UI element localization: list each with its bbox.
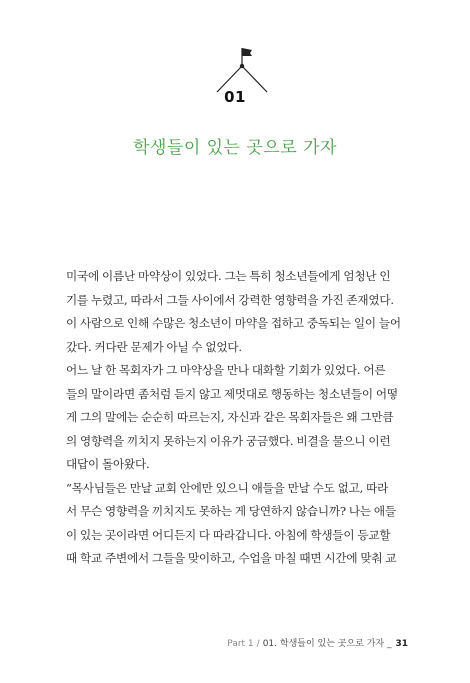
page-footer: [227, 636, 408, 649]
body-line: 들의 말이라면 좀처럼 듣지 않고 제멋대로 행동하는 청소년들이 어떻: [66, 386, 398, 401]
body-line: 때 학교 주변에서 그들을 맞이하고, 수업을 마칠 때면 시간에 맞춰 교: [66, 551, 397, 565]
page-number: 31: [395, 639, 408, 649]
footer-part: Part 1: [227, 639, 254, 649]
body-line: 이 사람으로 인해 수많은 청소년이 마약을 접하고 중독되는 일이 늘어: [66, 316, 401, 330]
chapter-title: 학생들이 있는 곳으로 가자: [133, 138, 337, 158]
body-line: “목사님들은 만날 교회 안에만 있으니 애들을 만날 수도 없고, 따라: [66, 480, 389, 495]
body-line: 기를 누렸고, 따라서 그들 사이에서 강력한 영향력을 가진 존재였다.: [66, 292, 394, 307]
body-text: [66, 265, 404, 571]
footer-chapter-ref: 01. 학생들이 있는 곳으로 가자 _: [262, 639, 392, 649]
body-line: 의 영향력을 끼치지 못하는지 이유가 궁금했다. 비결을 물으니 이런: [66, 433, 391, 448]
body-line: 갔다. 커다란 문제가 아닐 수 없었다.: [66, 339, 242, 354]
body-line: 게 그의 말에는 순순히 따르는지, 자신과 같은 목회자들은 왜 그만큼: [66, 410, 394, 424]
body-line: 어느 날 한 목회자가 그 마약상을 만나 대화할 기회가 있었다. 어른: [66, 363, 386, 377]
body-line: 서 무슨 영향력을 끼치지도 못하는 게 당연하지 않습니까? 나는 애들: [66, 504, 396, 518]
body-line: 대답이 돌아왔다.: [66, 457, 150, 471]
body-line: 미국에 이름난 마약상이 있었다. 그는 특히 청소년들에게 엄청난 인: [66, 269, 391, 283]
body-line: 이 있는 곳이라면 어디든지 다 따라갑니다. 아침에 학생들이 등교할: [66, 527, 391, 542]
footer-separator: /: [256, 639, 260, 649]
chapter-number: 01: [224, 88, 246, 106]
